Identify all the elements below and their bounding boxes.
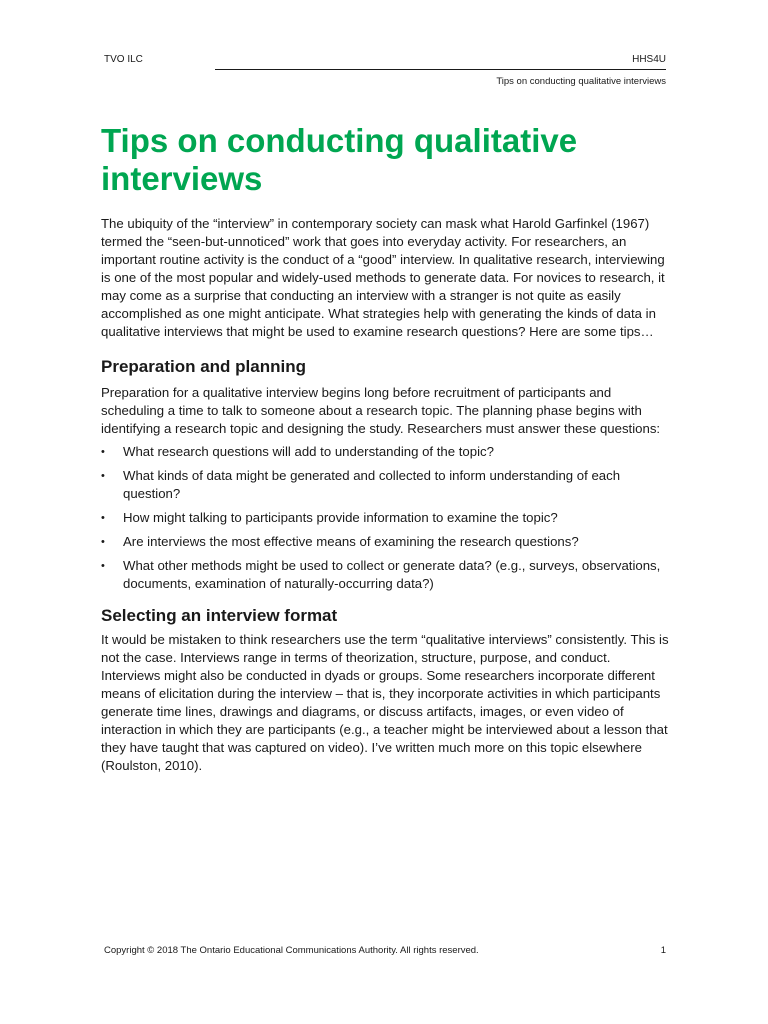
bullet-marker: • [101,512,105,524]
header-document-title: Tips on conducting qualitative interviews [496,76,666,87]
list-item-text: What research questions will add to understanding of the topic? [123,444,494,459]
intro-paragraph: The ubiquity of the “interview” in contemporary society can mask what Harold Garfinkel (1967) termed the “seen-but-unnoticed” work that goes into everyday activity. For researchers, an important routine activity is the conduct of a “good” interview. In qualitative research, interviewing is one of the most popular and widely-used methods to generate data. For novices to research, it may come as a surprise that conducting an interview with a stranger is not quite as easily accomplished as one might anticipate. What strategies help with generating the kinds of data in qualitative interviews that might be used to examine research questions? Here are some tips… [101,216,665,339]
header-org: TVO ILC [104,54,143,65]
footer-copyright: Copyright © 2018 The Ontario Educational Communications Authority. All rights reserved. [104,945,479,956]
list-item [101,443,671,461]
page-number: 1 [660,945,666,956]
list-item [101,533,671,551]
question-list [101,443,671,593]
page-title: Tips on conducting qualitative interviews [101,122,578,197]
list-item [101,467,671,503]
section-heading-preparation: Preparation and planning [101,357,306,376]
section-heading-interview-format: Selecting an interview format [101,606,338,625]
list-item [101,509,671,527]
list-item [101,557,671,593]
section-paragraph-preparation: Preparation for a qualitative interview begins long before recruitment of participants and scheduling a time to talk to someone about a research topic. The planning phase begins with identifying a research topic and designing the study. Researchers must answer these questions: [101,385,661,436]
document-body [101,215,671,775]
bullet-marker: • [101,470,105,482]
list-item-text: What other methods might be used to collect or generate data? (e.g., surveys, observations, documents, examination of naturally-occurring data?) [123,558,661,591]
bullet-marker: • [101,446,105,458]
header-divider [215,69,666,70]
bullet-marker: • [101,560,105,572]
list-item-text: How might talking to participants provide information to examine the topic? [123,510,558,525]
header-course-code: HHS4U [632,54,666,65]
section-paragraph-interview-format: It would be mistaken to think researchers use the term “qualitative interviews” consistently. This is not the case. Interviews range in terms of theorization, structure, purpose, and conduct. Interviews might also be conducted in dyads or groups. Some researchers incorporate different means of elicitation during the interview – that is, they incorporate activities in which participants generate time lines, drawings and diagrams, or discuss artifacts, images, or even video of interaction in which they are participants (e.g., a teacher might be interviewed about a lesson that they have taught that was captured on video). I’ve written much more on this topic elsewhere (Roulston, 2010). [101,632,669,773]
list-item-text: Are interviews the most effective means of examining the research questions? [123,534,579,549]
bullet-marker: • [101,536,105,548]
list-item-text: What kinds of data might be generated and collected to inform understanding of each question? [123,468,621,501]
